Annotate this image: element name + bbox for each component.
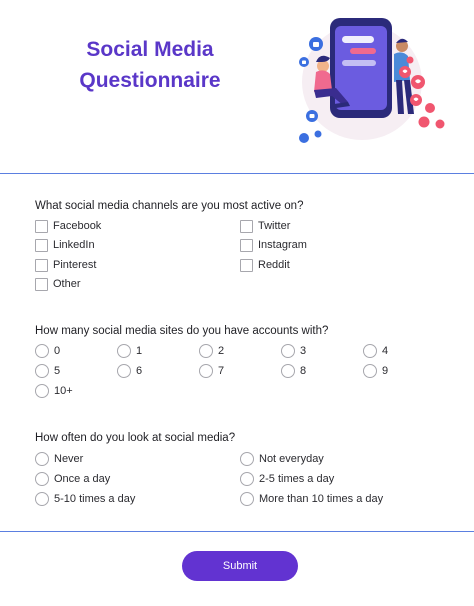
option-never[interactable]	[35, 451, 83, 467]
radio-button[interactable]	[35, 364, 49, 378]
option-label: 1	[136, 345, 143, 357]
option-2-5-times[interactable]	[240, 471, 334, 487]
radio-button[interactable]	[363, 344, 377, 358]
option-accounts-5[interactable]	[35, 363, 60, 379]
option-label: Reddit	[258, 259, 290, 271]
radio-button[interactable]	[117, 344, 131, 358]
option-reddit[interactable]	[240, 257, 290, 273]
reddit-checkbox[interactable]	[240, 259, 253, 272]
option-label: Once a day	[54, 473, 111, 485]
option-label: Instagram	[258, 239, 307, 251]
radio-button[interactable]	[35, 452, 49, 466]
option-label: 9	[382, 365, 389, 377]
question-accounts	[35, 323, 445, 339]
option-label: 10+	[54, 385, 73, 397]
radio-button[interactable]	[363, 364, 377, 378]
option-accounts-4[interactable]	[363, 343, 388, 359]
option-accounts-9[interactable]	[363, 363, 388, 379]
page-title	[70, 34, 230, 96]
option-other[interactable]	[35, 276, 81, 292]
header-divider	[0, 173, 474, 174]
option-label: More than 10 times a day	[259, 493, 384, 505]
option-linkedin[interactable]	[35, 237, 95, 253]
radio-button[interactable]	[35, 492, 49, 506]
radio-button[interactable]	[35, 472, 49, 486]
option-label: Pinterest	[53, 259, 97, 271]
option-accounts-2[interactable]	[199, 343, 224, 359]
radio-button[interactable]	[35, 344, 49, 358]
social-media-illustration	[290, 10, 450, 150]
radio-button[interactable]	[35, 384, 49, 398]
question-frequency	[35, 430, 445, 446]
title-line-2: Questionnaire	[79, 69, 221, 92]
facebook-checkbox[interactable]	[35, 220, 48, 233]
form-header	[0, 0, 474, 170]
option-accounts-3[interactable]	[281, 343, 306, 359]
option-accounts-1[interactable]	[117, 343, 142, 359]
option-label: 3	[300, 345, 307, 357]
title-line-1: Social Media	[86, 38, 214, 61]
option-label: 5	[54, 365, 61, 377]
option-label: 2-5 times a day	[259, 473, 335, 485]
option-label: 5-10 times a day	[54, 493, 136, 505]
radio-button[interactable]	[240, 472, 254, 486]
option-accounts-10-plus[interactable]	[35, 383, 73, 399]
other-checkbox[interactable]	[35, 278, 48, 291]
option-label: 8	[300, 365, 307, 377]
option-label: Twitter	[258, 220, 291, 232]
question-channels-label: What social media channels are you most active on?	[35, 200, 304, 212]
footer-divider	[0, 531, 474, 532]
option-label: Not everyday	[259, 453, 324, 465]
radio-button[interactable]	[199, 364, 213, 378]
option-label: LinkedIn	[53, 239, 95, 251]
option-label: 2	[218, 345, 225, 357]
option-label: 7	[218, 365, 225, 377]
radio-button[interactable]	[240, 492, 254, 506]
question-accounts-label: How many social media sites do you have accounts with?	[35, 325, 329, 337]
pinterest-checkbox[interactable]	[35, 259, 48, 272]
radio-button[interactable]	[281, 344, 295, 358]
question-frequency-label: How often do you look at social media?	[35, 432, 236, 444]
option-label: 6	[136, 365, 143, 377]
option-accounts-7[interactable]	[199, 363, 224, 379]
option-label: 0	[54, 345, 61, 357]
option-label: Facebook	[53, 220, 102, 232]
question-channels	[35, 198, 445, 214]
twitter-checkbox[interactable]	[240, 220, 253, 233]
radio-button[interactable]	[117, 364, 131, 378]
option-5-10-times[interactable]	[35, 491, 135, 507]
instagram-checkbox[interactable]	[240, 239, 253, 252]
option-instagram[interactable]	[240, 237, 307, 253]
option-accounts-8[interactable]	[281, 363, 306, 379]
option-twitter[interactable]	[240, 218, 290, 234]
radio-button[interactable]	[281, 364, 295, 378]
option-pinterest[interactable]	[35, 257, 96, 273]
option-label: 4	[382, 345, 389, 357]
option-facebook[interactable]	[35, 218, 101, 234]
radio-button[interactable]	[240, 452, 254, 466]
option-accounts-0[interactable]	[35, 343, 60, 359]
linkedin-checkbox[interactable]	[35, 239, 48, 252]
submit-button[interactable]: Submit	[182, 551, 298, 581]
option-label: Other	[53, 278, 81, 290]
option-accounts-6[interactable]	[117, 363, 142, 379]
option-once-a-day[interactable]	[35, 471, 110, 487]
option-not-everyday[interactable]	[240, 451, 324, 467]
option-label: Never	[54, 453, 84, 465]
option-more-than-10[interactable]	[240, 491, 383, 507]
radio-button[interactable]	[199, 344, 213, 358]
